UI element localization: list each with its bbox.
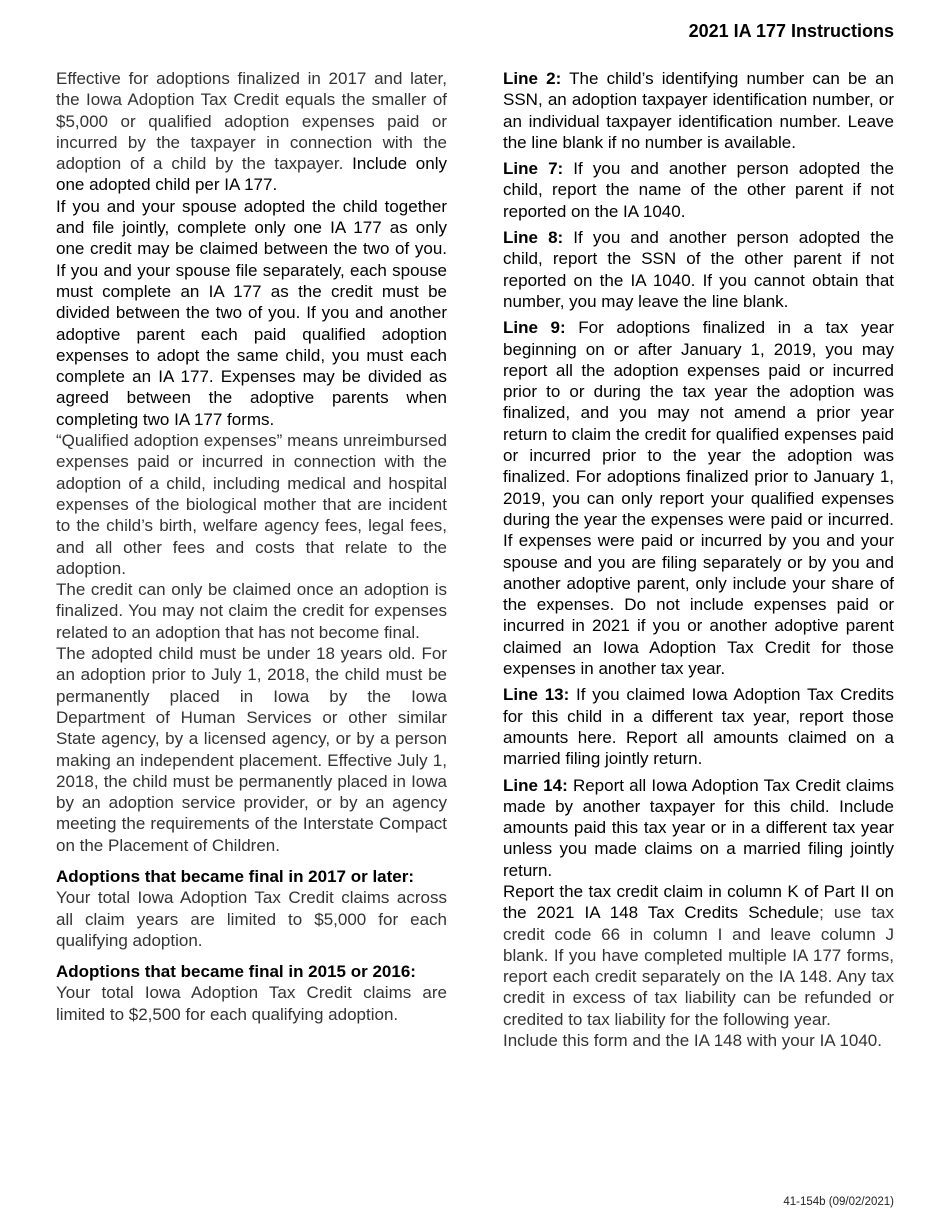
finalized-paragraph: The credit can only be claimed once an adoption is finalized. You may not claim the credit for expenses related to an adoption that has not become final. <box>56 580 447 642</box>
qualified-expenses-paragraph: “Qualified adoption expenses” means unreimbursed expenses paid or incurred in connection with the adoption of a child, including medical and hospital expenses of the biological mother that are incident to the child’s birth, welfare agency fees, legal fees, and all other fees and costs that relate to the adoption. <box>56 431 447 578</box>
line-13-instruction <box>503 684 894 769</box>
left-column <box>56 68 447 1025</box>
intro-text: Effective for adoptions finalized in 2017 and later, the Iowa Adoption Tax Credit equals the smaller of $5,000 or qualified adoption expenses paid or incurred by the taxpayer in connection with the adoption of a child by the taxpayer. <box>56 69 447 174</box>
heading-2017-later: Adoptions that became final in 2017 or later: <box>56 866 415 886</box>
line-7-label: Line 7: <box>503 159 564 179</box>
spouse-paragraph: If you and your spouse adopted the child together and file jointly, complete only one IA 177 as only one credit may be claimed between the two of you. If you and your spouse file separately, each spouse must complete an IA 177 as the credit must be divided between the two of you. If you and another adoptive parent each paid qualified adoption expenses to adopt the same child, you must each complete an IA 177. Expenses may be divided as agreed between the adoptive parents when completing two IA 177 forms. <box>56 196 447 429</box>
line-13-label: Line 13: <box>503 685 570 705</box>
include-paragraph: Include this form and the IA 148 with your IA 1040. <box>503 1031 882 1051</box>
intro-text-emphasis: Include only one adopted child per IA 177. <box>56 154 447 195</box>
line-7-instruction <box>503 158 894 222</box>
intro-paragraph <box>56 68 447 196</box>
line-14-instruction <box>503 775 894 881</box>
page-title: 2021 IA 177 Instructions <box>688 21 894 41</box>
report-text: Report the tax credit claim in column K of Part II on the 2021 IA 148 Tax Credits Schedule <box>503 881 894 923</box>
line-13-text: If you claimed Iowa Adoption Tax Credits for this child in a different tax year, report those amounts here. Report all amounts claimed on a married filing jointly return. <box>503 685 894 769</box>
line-9-text: For adoptions finalized in a tax year beginning on or after January 1, 2019, you may report all the adoption expenses paid or incurred prior to or during the tax year the adoption was finalized, and you may not amend a prior year return to claim the credit for qualified expenses paid or incurred prior to the year the adoption was finalized. For adoptions finalized prior to January 1, 2019, you can only report your qualified expenses during the year the expenses were paid or incurred. If expenses were paid or incurred by you and your spouse and you are filing separately or by you and another adoptive parent, only include your share of the expenses. Do not include expenses paid or incurred in 2021 if you or another adoptive parent claimed an Iowa Adoption Tax Credit for those expenses in another tax year. <box>503 318 894 679</box>
child-age-paragraph: The adopted child must be under 18 years old. For an adoption prior to July 1, 2018, the child must be permanently placed in Iowa by the Iowa Department of Human Services or other similar State agency, by a licensed agency, or by a person making an independent placement. Effective July 1, 2018, the child must be permanently placed in Iowa by an adoption service provider, or by an agency meeting the requirements of the Interstate Compact on the Placement of Children. <box>56 644 447 855</box>
line-2-text: The child’s identifying number can be an SSN, an adoption taxpayer identification number, or an individual taxpayer identification number. Leave the line blank if no number is available. <box>503 69 894 152</box>
line-2-label: Line 2: <box>503 69 562 88</box>
limit-2500-paragraph: Your total Iowa Adoption Tax Credit claims are limited to $2,500 for each qualifying adoption. <box>56 983 447 1024</box>
line-14-label: Line 14: <box>503 775 568 795</box>
form-number: 41-154b (09/02/2021) <box>783 1196 894 1208</box>
line-8-instruction <box>503 227 894 312</box>
right-column <box>503 68 894 1051</box>
line-2-instruction <box>503 68 894 153</box>
report-paragraph <box>503 881 894 1030</box>
line-8-text: If you and another person adopted the child, report the SSN of the other parent if not reported on the IA 1040. If you cannot obtain that number, you may leave the line blank. <box>503 228 894 311</box>
line-8-label: Line 8: <box>503 228 564 248</box>
line-7-text: If you and another person adopted the child, report the name of the other parent if not reported on the IA 1040. <box>503 159 894 221</box>
line-14-text: Report all Iowa Adoption Tax Credit claims made by another taxpayer for this child. Include amounts paid this tax year or in a different tax year unless you made claims on a married filing jointly return. <box>503 775 894 880</box>
heading-2015-2016: Adoptions that became final in 2015 or 2016: <box>56 962 416 982</box>
line-9-instruction <box>503 317 894 679</box>
line-9-label: Line 9: <box>503 318 566 338</box>
limit-5000-paragraph: Your total Iowa Adoption Tax Credit claims across all claim years are limited to $5,000 for each qualifying adoption. <box>56 888 447 950</box>
report-text-cont: ; use tax credit code 66 in column I and leave column J blank. If you have completed multiple IA 177 forms, report each credit separately on the IA 148. Any tax credit in excess of tax liability can be refunded or credited to tax liability for the following year. <box>503 903 894 1029</box>
